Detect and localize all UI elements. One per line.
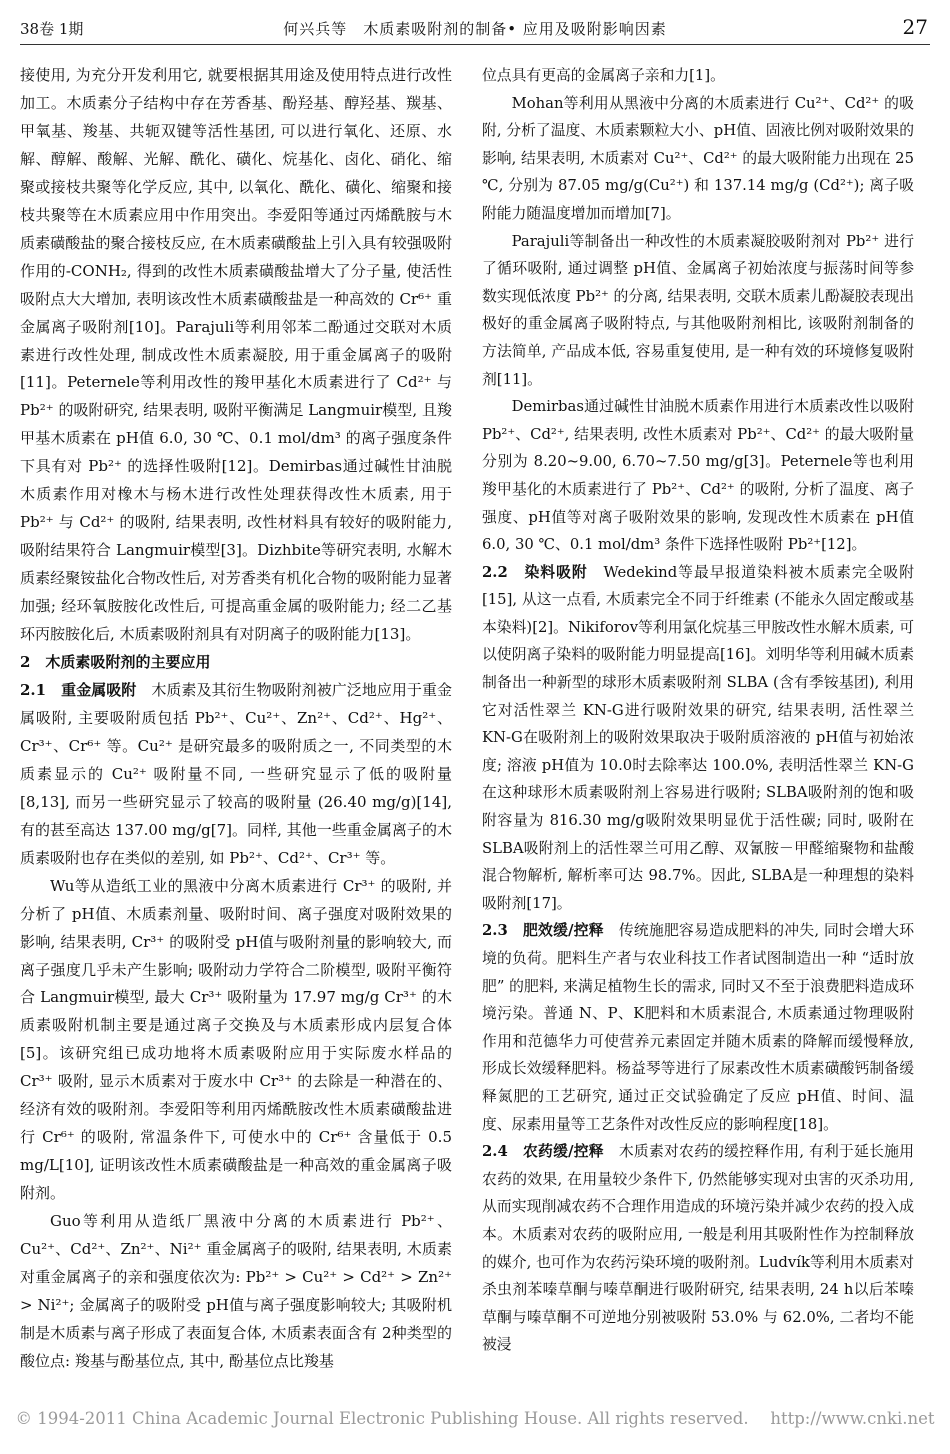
paragraph-dye: [482, 559, 914, 918]
copyright-footer: © 1994-2011 China Academic Journal Electronic Publishing House. All rights reserved. http://www.cnki.net: [15, 1409, 935, 1428]
subsection-text-heavy-metal: 木质素及其衍生物吸附剂被广泛地应用于重金属吸附, 主要吸附质包括 Pb²⁺、Cu²⁺、Zn²⁺、Cd²⁺、Hg²⁺、Cr³⁺、Cr⁶⁺ 等。Cu²⁺ 是研究最多的吸附质之一, 不同类型的木质素显示的 Cu²⁺ 吸附量不同, 一些研究显示了低的吸附量[8,13], 而另一些研究显示了较高的吸附量 (26.40 mg/g)[14], 有的甚至高达 137.00 mg/g[7]。同样, 其他一些重金属离子的木质素吸附也存在类似的差别, 如 Pb²⁺、Cd²⁺、Cr³⁺ 等。: [20, 680, 452, 867]
paragraph-wu: Wu等从造纸工业的黑液中分离木质素进行 Cr³⁺ 的吸附, 并分析了 pH值、木质素剂量、吸附时间、离子强度对吸附效果的影响, 结果表明, Cr³⁺ 的吸附受 pH值与吸附剂量的影响较大, 而离子强度几乎未产生影响; 吸附动力学符合二阶模型, 吸附平衡符合 Langmuir模型, 最大 Cr³⁺ 吸附量为 17.97 mg/g Cr³⁺ 的木质素吸附机制主要是通过离子交换及与木质素形成内层复合体[5]。该研究组已成功地将木质素吸附应用于实际废水样品的 Cr³⁺ 吸附, 显示木质素对于废水中 Cr³⁺ 的去除是一种潜在的、经济有效的吸附剂。李爱阳等利用丙烯酰胺改性木质素磺酸盐进行 Cr⁶⁺ 的吸附, 常温条件下, 可使水中的 Cr⁶⁺ 含量低于 0.5 mg/L[10], 证明该改性木质素磺酸盐是一种高效的重金属离子吸附剂。: [20, 876, 452, 1203]
paragraph-demirbas: Demirbas通过碱性甘油脱木质素作用进行木质素改性以吸附 Pb²⁺、Cd²⁺, 结果表明, 改性木质素对 Pb²⁺、Cd²⁺ 的最大吸附量分别为 8.20~9.00, 6.70~7.50 mg/g[3]。Peternele等也利用羧甲基化的木质素进行了 Pb²⁺、Cd²⁺ 的吸附, 分析了温度、离子强度、pH值等对离子吸附效果的影响, 发现改性木质素在 pH值 6.0, 30 ℃、0.1 mol/dm³ 条件下选择性吸附 Pb²⁺[12]。: [482, 398, 914, 554]
running-header: [20, 14, 930, 45]
paragraph-modification: 接使用, 为充分开发利用它, 就要根据其用途及使用特点进行改性加工。木质素分子结构中存在芳香基、酚羟基、醇羟基、羰基、甲氧基、羧基、共轭双键等活性基团, 可以进行氧化、还原、水解、醇解、酸解、光解、酰化、磺化、烷基化、卤化、硝化、缩聚或接枝共聚等化学反应, 其中, 以氧化、酰化、磺化、缩聚和接枝共聚等在木质素应用中作用突出。李爱阳等通过丙烯酰胺与木质素磺酸盐的聚合接枝反应, 在木质素磺酸盐上引入具有较强吸附作用的-CONH₂, 得到的改性木质素磺酸盐增大了分子量, 使活性吸附点大大增加, 表明该改性木质素磺酸盐是一种高效的 Cr⁶⁺ 重金属离子吸附剂[10]。Parajuli等利用邻苯二酚通过交联对木质素进行改性处理, 制成改性木质素凝胶, 用于重金属离子的吸附[11]。Peternele等利用改性的羧甲基化木质素进行了 Cd²⁺ 与 Pb²⁺ 的吸附研究, 结果表明, 吸附平衡满足 Langmuir模型, 且羧甲基木质素在 pH值 6.0, 30 ℃、0.1 mol/dm³ 的离子强度条件下具有对 Pb²⁺ 的选择性吸附[12]。Demirbas通过碱性甘油脱木质素作用对橡木与杨木进行改性处理获得改性木质素, 用于 Pb²⁺ 与 Cd²⁺ 的吸附, 结果表明, 改性材料具有较好的吸附能力, 吸附结果符合 Langmuir模型[3]。Dizhbite等研究表明, 水解木质素经聚铵盐化合物改性后, 对芳香类有机化合物的吸附能力显著加强; 经环氧胺胺化改性后, 可提高重金属的吸附能力; 经二乙基环丙胺胺化后, 木质素吸附剂具有对阴离子的吸附能力[13]。: [20, 66, 452, 644]
running-title: 何兴兵等 木质素吸附剂的制备• 应用及吸附影响因素: [283, 20, 667, 38]
paragraph-guo: Guo等利用从造纸厂黑液中分离的木质素进行 Pb²⁺、Cu²⁺、Cd²⁺、Zn²⁺、Ni²⁺ 重金属离子的吸附, 结果表明, 木质素对重金属离子的亲和强度依次为: Pb²⁺ > Cu²⁺ > Cd²⁺ > Zn²⁺ > Ni²⁺; 金属离子的吸附受 pH值与离子强度影响较大; 其吸附机制是木质素与离子形成了表面复合体, 木质素表面含有 2种类型的酸位点: 羧基与酚基位点, 其中, 酚基位点比羧基: [20, 1212, 452, 1370]
paragraph-heavy-metal: [20, 677, 452, 873]
subsection-text-dye: Wedekind等最早报道染料被木质素完全吸附[15], 从这一点看, 木质素完全不同于纤维素 (不能永久固定酸或基本染料)[2]。Nikiforov等利用氯化烷基三甲胺改性水解木质素, 可以使阴离子染料的吸附能力明显提高[16]。刘明华等利用碱木质素制备出一种新型的球形木质素吸附剂 SLBA (含有季铵基团), 利用它对活性翠兰 KN-G进行吸附效果的研究, 结果表明, 活性翠兰 KN-G在吸附剂上的吸附效果取决于吸附质溶液的 pH值与初始浓度; 溶液 pH值为 10.0时去除率达 100.0%, 表明活性翠兰 KN-G在这种球形木质素吸附剂上容易进行吸附; SLBA吸附剂的饱和吸附容量为 816.30 mg/g吸附效果明显优于活性碳; 同时, 吸附在 SLBA吸附剂上的活性翠兰可用乙醇、双氰胺－甲醛缩聚物和盐酸混合物解析, 解析率可达 98.7%。因此, SLBA是一种理想的染料吸附剂[17]。: [482, 563, 914, 912]
paragraph-mohan: Mohan等利用从黑液中分离的木质素进行 Cu²⁺、Cd²⁺ 的吸附, 分析了温度、木质素颗粒大小、pH值、固液比例对吸附效果的影响, 结果表明, 木质素对 Cu²⁺、Cd²⁺ 的最大吸附能力出现在 25 ℃, 分别为 87.05 mg/g(Cu²⁺) 和 137.14 mg/g (Cd²⁺); 离子吸附能力随温度增加而增加[7]。: [482, 94, 914, 222]
paragraph-parajuli: Parajuli等制备出一种改性的木质素凝胶吸附剂对 Pb²⁺ 进行了循环吸附, 通过调整 pH值、金属离子初始浓度与振荡时间等参数实现低浓度 Pb²⁺ 的分离, 结果表明, 交联木质素儿酚凝胶表现出极好的重金属离子吸附特点, 与其他吸附剂相比, 该吸附剂制备的方法简单, 产品成本低, 容易重复使用, 是一种有效的环境修复吸附剂[11]。: [482, 232, 914, 388]
paragraph-fertilizer: [482, 917, 914, 1138]
subsection-heading-heavy-metal: 2.1 重金属吸附: [20, 680, 137, 699]
paragraph-pesticide: [482, 1138, 914, 1359]
paragraph-continued: 位点具有更高的金属离子亲和力[1]。: [482, 67, 725, 84]
subsection-text-pesticide: 木质素对农药的缓控释作用, 有利于延长施用农药的效果, 在用量较少条件下, 仍然能够实现对虫害的灭杀功用, 从而实现削减农药不合理作用造成的环境污染并减少农药的投入成本。木质素对农药的吸附应用, 一般是利用其吸附性作为控制释放的媒介, 也可作为农药污染环境的吸附剂。Ludvík等利用木质素对杀虫剂苯嗪草酮与嗪草酮进行吸附研究, 结果表明, 24 h以后苯嗪草酮与嗪草酮不可逆地分别被吸附 53.0% 与 62.0%, 二者均不能被浸: [482, 1143, 914, 1354]
journal-volume: 38卷 1期: [20, 20, 84, 38]
subsection-heading-pesticide: 2.4 农药缓/控释: [482, 1143, 604, 1161]
section-heading-applications: 2 木质素吸附剂的主要应用: [20, 653, 211, 672]
subsection-text-fertilizer: 传统施肥容易造成肥料的冲失, 同时会增大环境的负荷。肥料生产者与农业科技工作者试图制造出一种 “适时放肥” 的肥料, 来满足植物生长的需求, 同时又不至于浪费肥料造成环境污染。普通 N、P、K肥料和木质素混合, 木质素通过物理吸附作用和范德华力可使营养元素固定并随木质素的降解而缓慢释放, 形成长效缓释肥料。杨益琴等进行了尿素改性木质素磺酸钙制备缓释氮肥的工艺研究, 通过正交试验确定了反应 pH值、时间、温度、尿素用量等工艺条件对改性反应的影响程度[18]。: [482, 922, 914, 1133]
right-column: [482, 62, 914, 1359]
subsection-heading-fertilizer: 2.3 肥效缓/控释: [482, 922, 604, 940]
subsection-heading-dye: 2.2 染料吸附: [482, 563, 588, 581]
left-column: [20, 62, 452, 1376]
page-number: 27: [902, 15, 928, 39]
